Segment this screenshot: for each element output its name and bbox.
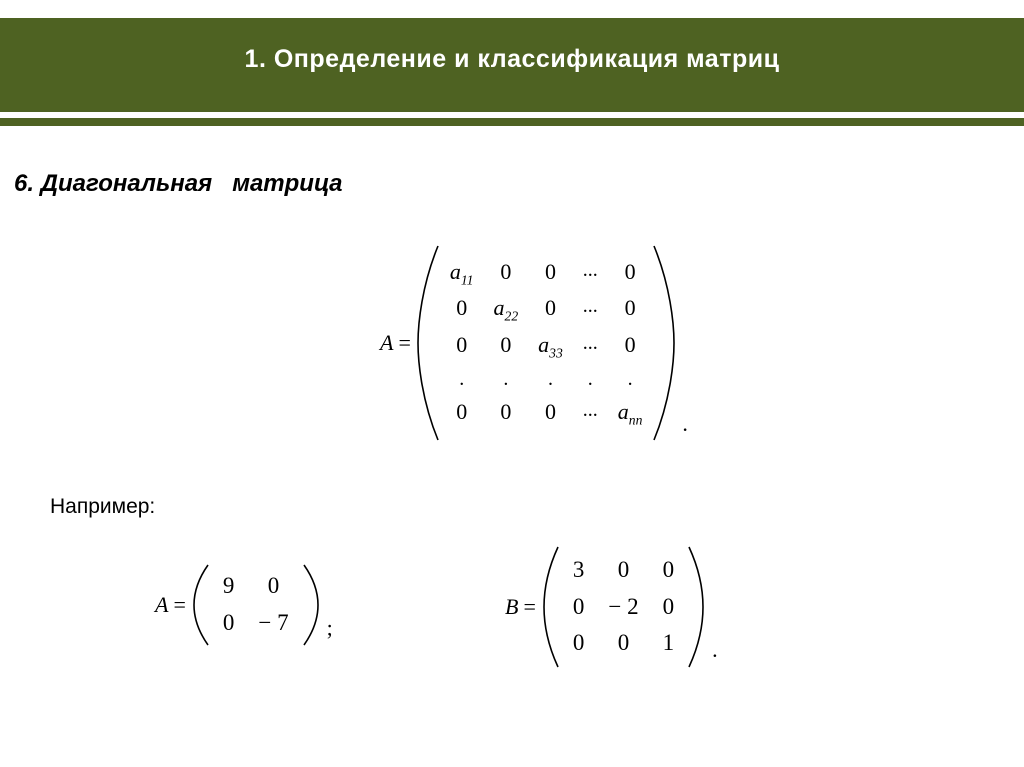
matrix-cell: 0 [222,610,235,635]
matrix-cell: 1 [662,630,675,656]
matrix-cell: ... [582,331,598,354]
matrix-cell: − 2 [608,593,639,619]
section-heading: 6. Диагональная матрица [14,170,343,197]
header-band [0,18,1024,112]
example-matrix-a-equation [155,563,333,647]
left-parenthesis-icon [189,563,211,647]
left-parenthesis-icon [414,243,440,443]
header-underline-rule [0,118,1024,126]
matrix-cell: 0 [456,331,468,357]
left-parenthesis-icon [539,545,561,669]
matrix-cell: 0 [624,258,636,284]
matrix-cell: . [503,367,509,390]
matrix-cell: 0 [617,556,630,582]
matrix-cell: 0 [572,593,585,619]
matrix-cell: ... [582,258,598,281]
main-matrix-equation [380,243,688,443]
matrix-cell: 0 [624,331,636,357]
example-matrix-b-equation [505,545,718,669]
example-matrix-b-equals: = [523,594,536,619]
main-matrix-name: A [380,330,394,355]
matrix-cell: 9 [222,573,235,599]
matrix-cell: . [587,367,593,390]
example-matrix-a-grid [211,568,301,642]
matrix-cell: 0 [544,398,556,424]
matrix-cell: . [459,367,465,390]
example-matrix-a-trailing-punctuation: ; [326,615,333,640]
example-matrix-a-name: A [155,592,169,617]
matrix-cell: 0 [624,295,636,321]
example-matrix-b-trailing-punctuation: . [712,637,718,662]
right-parenthesis-icon [686,545,708,669]
matrix-cell: ... [582,398,598,421]
matrix-cell: 0 [662,556,675,582]
main-matrix-grid [440,255,653,432]
matrix-cell: 0 [617,630,630,656]
matrix-cell: 0 [544,258,556,284]
main-matrix-equals: = [398,330,411,355]
right-parenthesis-icon [652,243,678,443]
example-matrix-b-name: B [505,594,519,619]
matrix-cell: 0 [456,295,468,321]
right-parenthesis-icon [301,563,323,647]
matrix-cell: 0 [267,573,280,599]
matrix-cell: 0 [500,331,512,357]
matrix-cell: 0 [456,398,468,424]
example-matrix-a-equals: = [173,592,186,617]
example-label: Например: [50,495,156,518]
example-matrix-b-grid [561,552,686,662]
matrix-cell: . [547,367,553,390]
matrix-cell: . [627,367,633,390]
matrix-cell: $a_{22}$ [493,295,519,324]
matrix-cell: ... [582,295,598,318]
matrix-cell: 0 [662,593,675,619]
matrix-cell: 0 [500,258,512,284]
page-title: 1. Определение и классификация матриц [244,45,780,73]
main-matrix-trailing-punctuation: . [682,411,688,436]
matrix-cell: $a_{33}$ [538,331,563,360]
matrix-cell: 0 [544,295,556,321]
matrix-cell: 0 [572,630,585,656]
matrix-cell: − 7 [258,610,289,635]
matrix-cell: 3 [572,556,585,582]
matrix-cell: $a_{11}$ [449,258,474,288]
matrix-cell: $a_{nn}$ [617,398,643,428]
matrix-cell: 0 [500,398,512,424]
